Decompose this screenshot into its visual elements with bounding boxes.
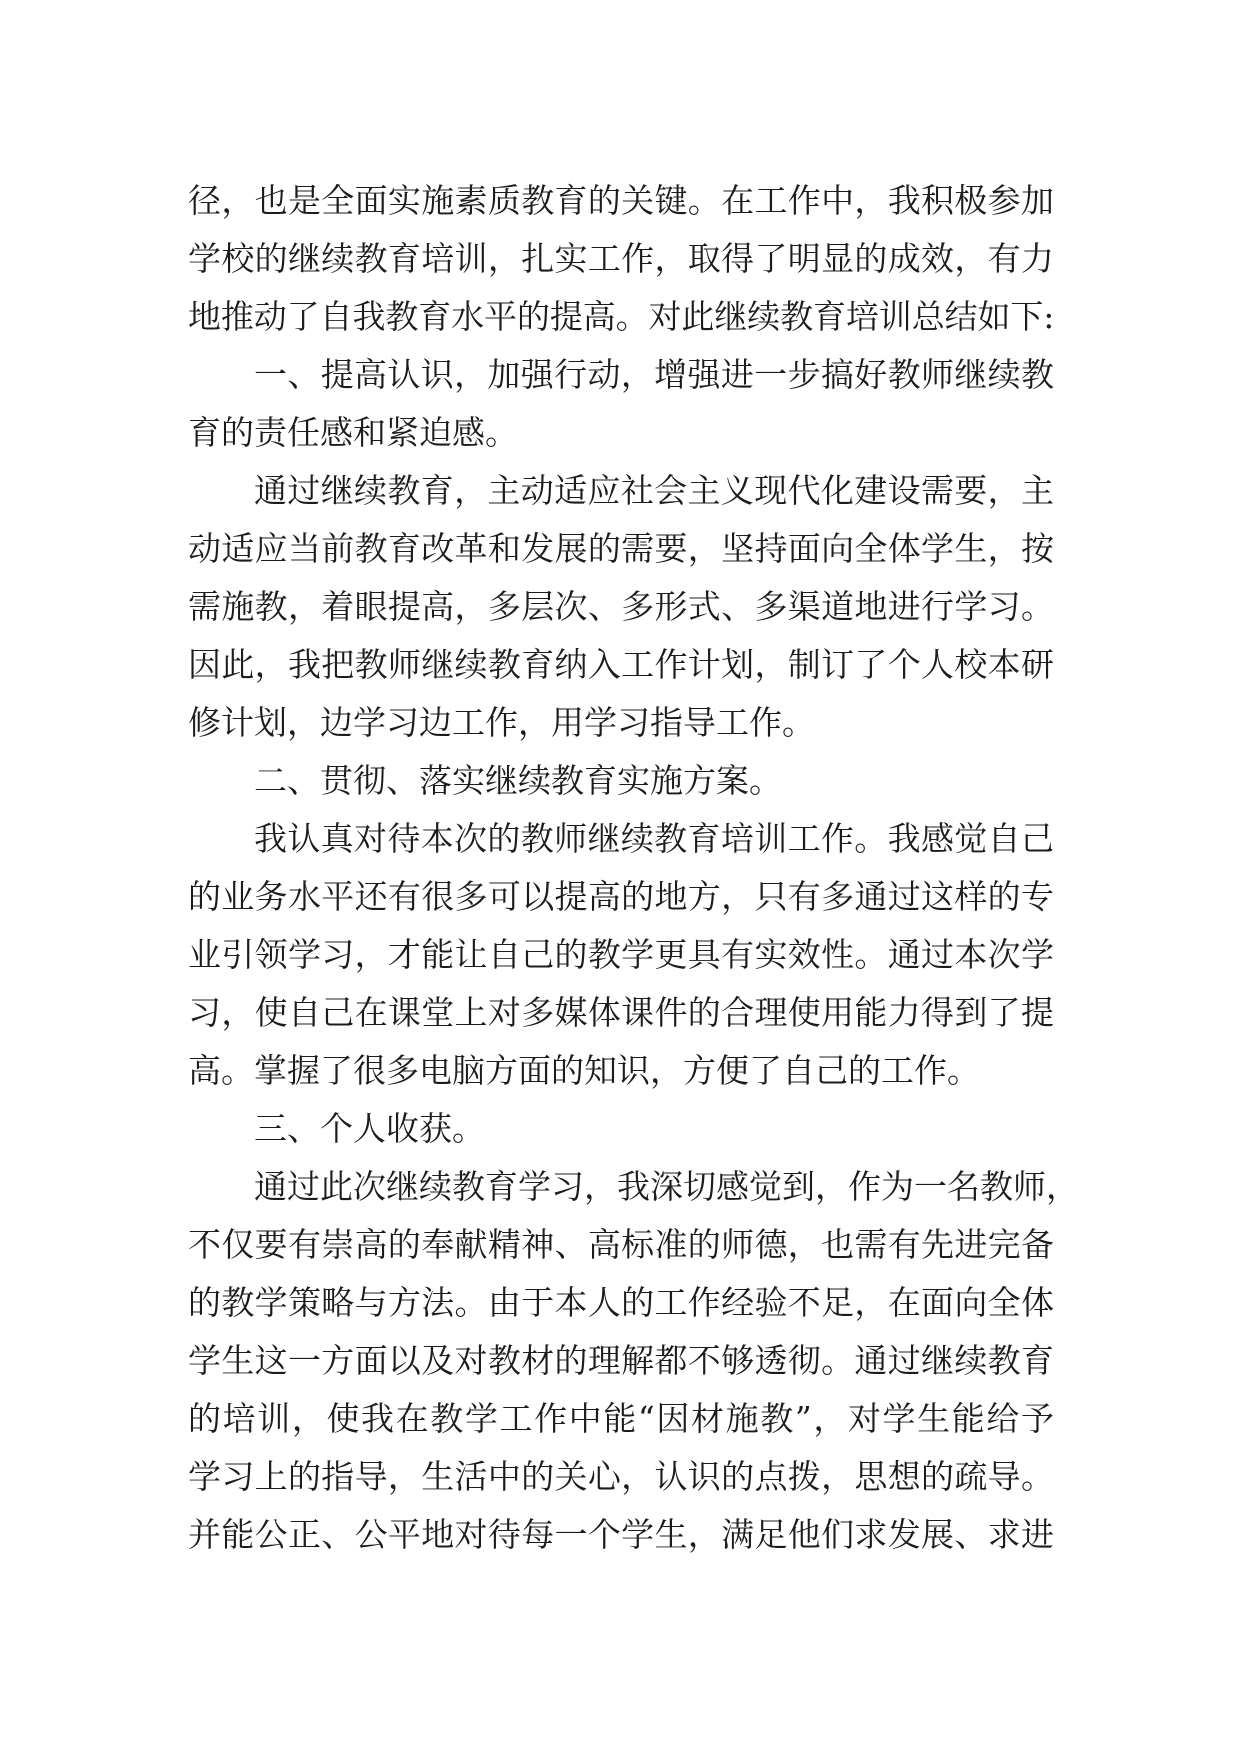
text-line: 业引领学习，才能让自己的教学更具有实效性。通过本次学: [188, 935, 1054, 974]
text-line: 通过此次继续教育学习，我深切感觉到，作为一名教师，: [254, 1167, 1079, 1206]
text-line: 的教学策略与方法。由于本人的工作经验不足，在面向全体: [188, 1283, 1054, 1322]
paragraph: [188, 462, 1054, 752]
paragraph: [188, 1100, 1054, 1158]
text-line: 修计划，边学习边工作，用学习指导工作。: [188, 703, 815, 742]
text-line: 学校的继续教育培训，扎实工作，取得了明显的成效，有力: [188, 239, 1054, 278]
text-line: 学习上的指导，生活中的关心，认识的点拨，思想的疏导。: [188, 1457, 1054, 1496]
text-line: 地推动了自我教育水平的提高。对此继续教育培训总结如下:: [188, 297, 1054, 336]
section-heading: 三、个人收获。: [254, 1109, 485, 1148]
text-line: 径，也是全面实施素质教育的关键。在工作中，我积极参加: [188, 181, 1054, 220]
text-line: 一、提高认识，加强行动，增强进一步搞好教师继续教: [254, 355, 1054, 394]
text-line: 通过继续教育，主动适应社会主义现代化建设需要，主: [254, 471, 1054, 510]
section-heading: 二、贯彻、落实继续教育实施方案。: [254, 761, 782, 800]
text-line: 并能公正、公平地对待每一个学生，满足他们求发展、求进: [188, 1515, 1054, 1554]
text-line: 育的责任感和紧迫感。: [188, 413, 518, 452]
text-line: 我认真对待本次的教师继续教育培训工作。我感觉自己: [254, 819, 1054, 858]
text-line: 因此，我把教师继续教育纳入工作计划，制订了个人校本研: [188, 645, 1054, 684]
text-line: 习，使自己在课堂上对多媒体课件的合理使用能力得到了提: [188, 993, 1054, 1032]
text-line: 不仅要有崇高的奉献精神、高标准的师德，也需有先进完备: [188, 1225, 1054, 1264]
paragraph: [188, 1158, 1079, 1564]
paragraph: [188, 346, 1054, 462]
paragraph: [188, 752, 1054, 810]
text-line: 动适应当前教育改革和发展的需要，坚持面向全体学生，按: [188, 529, 1054, 568]
text-line: 的业务水平还有很多可以提高的地方，只有多通过这样的专: [188, 877, 1054, 916]
text-line: 的培训，使我在教学工作中能“因材施教”，对学生能给予: [188, 1399, 1054, 1438]
paragraph: [188, 810, 1054, 1100]
text-line: 学生这一方面以及对教材的理解都不够透彻。通过继续教育: [188, 1341, 1054, 1380]
text-line: 需施教，着眼提高，多层次、多形式、多渠道地进行学习。: [188, 587, 1054, 626]
document-body: [188, 172, 1079, 1564]
paragraph: [188, 172, 1054, 346]
text-line: 高。掌握了很多电脑方面的知识，方便了自己的工作。: [188, 1051, 980, 1090]
